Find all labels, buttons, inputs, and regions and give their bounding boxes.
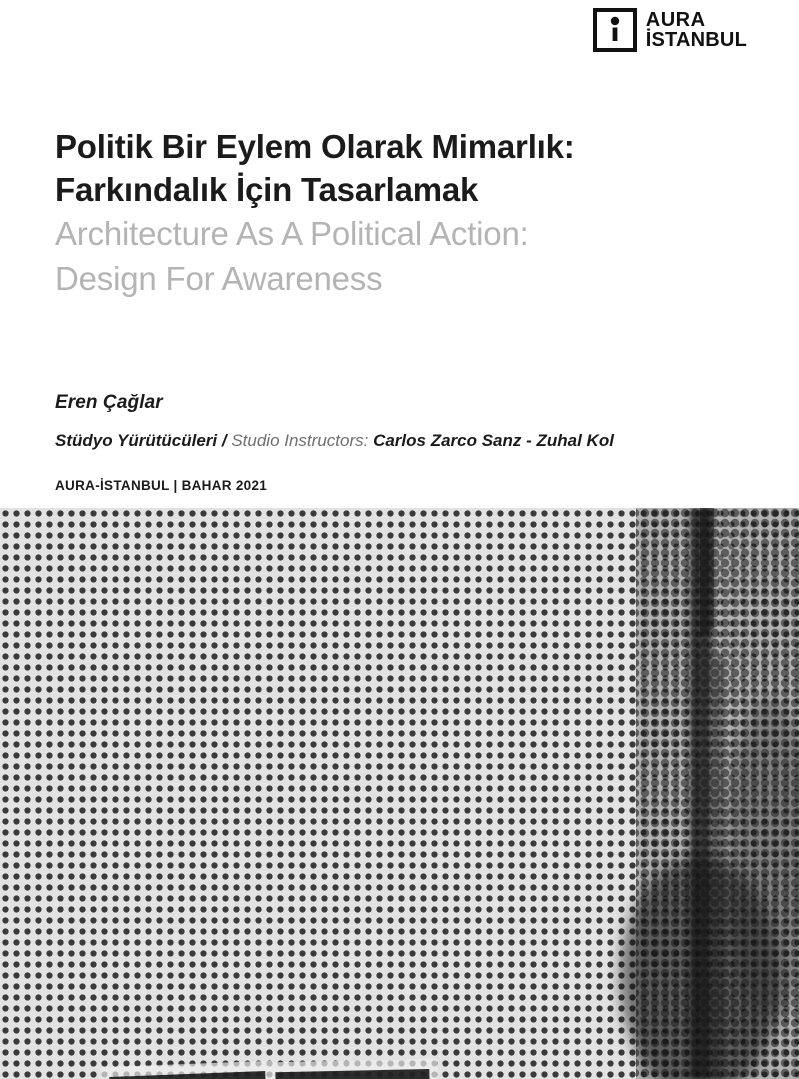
author-name: Eren Çağlar (55, 392, 163, 413)
logo-line-2: İSTANBUL (645, 29, 747, 51)
studio-instructors (55, 431, 755, 451)
brand-logo (593, 8, 747, 52)
instructors-label-tr: Stüdyo Yürütücüleri (55, 431, 218, 450)
logo-line-1: AURA (645, 8, 706, 31)
credits-block (55, 392, 755, 493)
title-english-line-2: Design For Awareness (55, 259, 383, 297)
instructors-separator: / (217, 431, 232, 450)
cover-photograph (0, 508, 799, 1079)
logo-wordmark (646, 10, 747, 51)
instructors-label-en: Studio Instructors: (231, 431, 369, 450)
title-english-line-1: Architecture As A Political Action: (55, 215, 529, 253)
institution-term: AURA-İSTANBUL | BAHAR 2021 (55, 478, 268, 493)
aura-istanbul-logo-mark-icon (593, 8, 637, 52)
page-title (55, 126, 715, 300)
title-turkish-line-1: Politik Bir Eylem Olarak Mimarlık: (55, 128, 575, 165)
instructors-names: Carlos Zarco Sanz - Zuhal Kol (368, 431, 614, 450)
title-turkish-line-2: Farkındalık İçin Tasarlamak (55, 170, 479, 208)
